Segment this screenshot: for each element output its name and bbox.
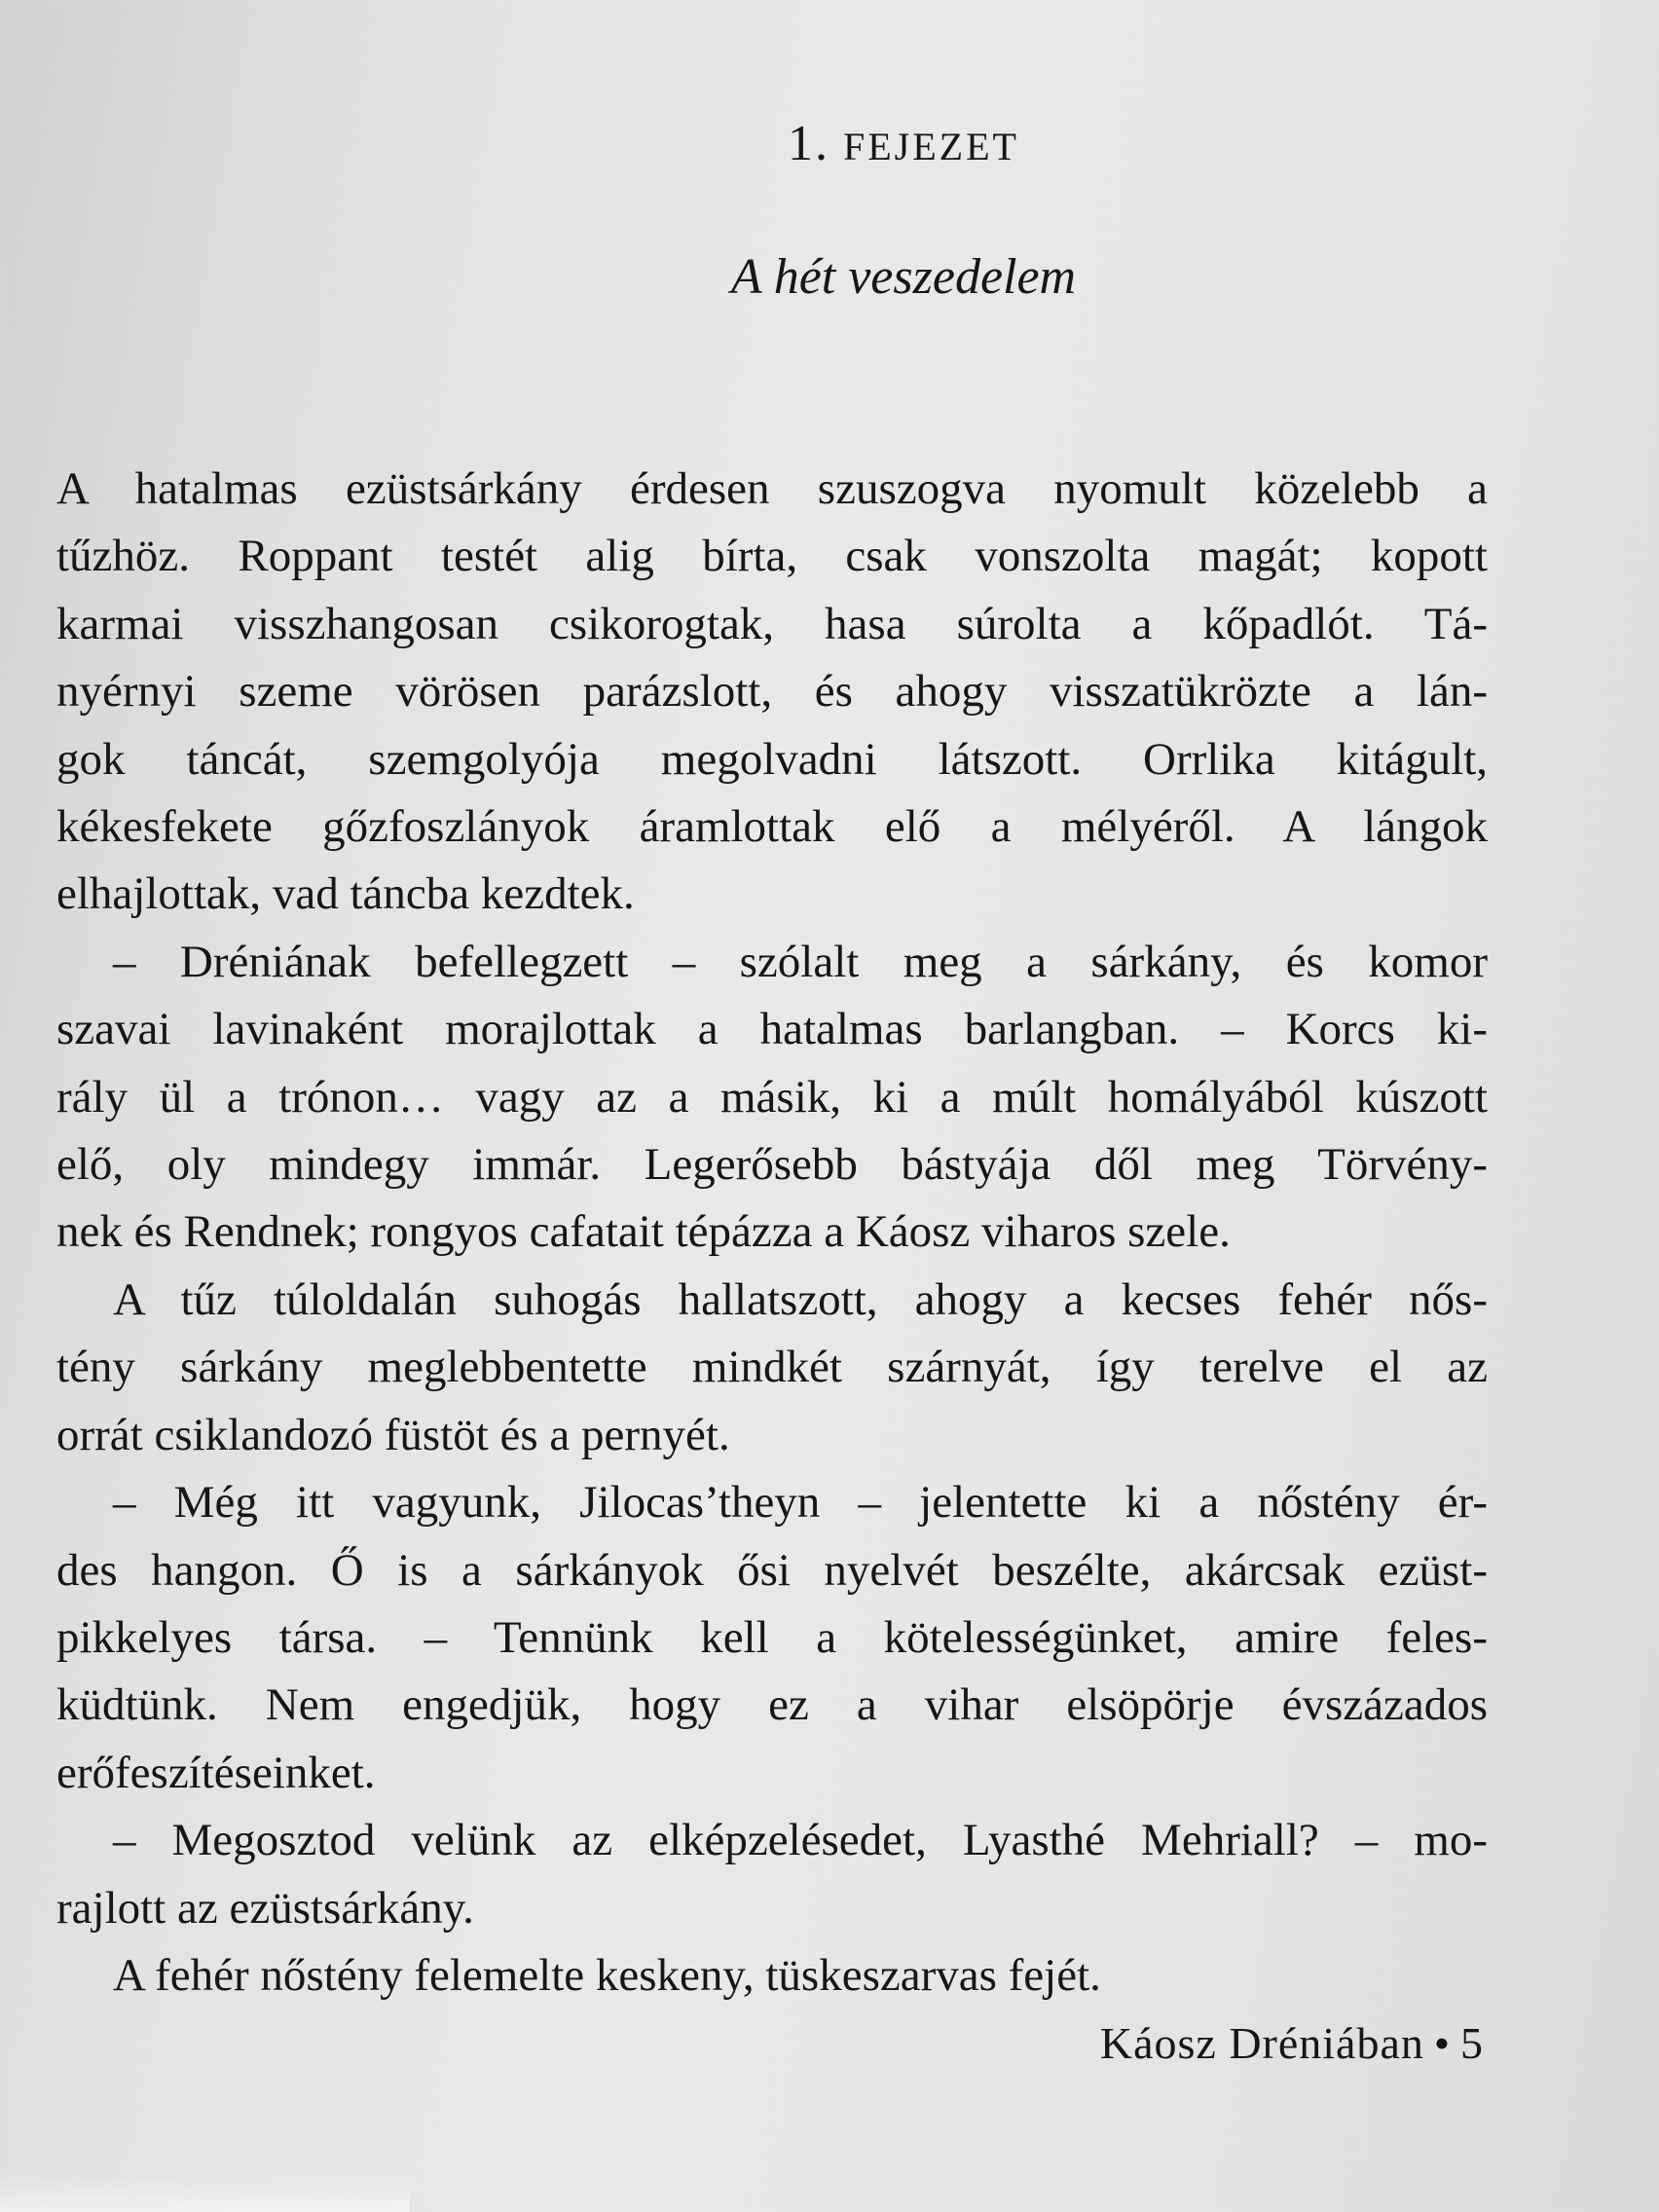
text-line: szavai lavinaként morajlottak a hatalmas barlangban. – Korcs ki- bbox=[56, 1004, 1488, 1055]
text-line: elhajlottak, vad táncba kezdtek. bbox=[56, 868, 635, 920]
chapter-number: 1. bbox=[788, 116, 830, 171]
text-line: tűzhöz. Roppant testét alig bírta, csak vonszolta magát; kopott bbox=[56, 531, 1488, 582]
chapter-heading bbox=[74, 115, 1659, 172]
page-footer bbox=[1100, 2017, 1484, 2069]
running-title: Káosz Dréniában bbox=[1099, 2018, 1424, 2068]
text-line: gok táncát, szemgolyója megolvadni látszott. Orrlika kitágult, bbox=[56, 733, 1488, 785]
text-line: rály ül a trónon… vagy az a másik, ki a múlt homályából kúszott bbox=[56, 1071, 1488, 1123]
text-line: A tűz túloldalán suhogás hallatszott, ahogy a kecses fehér nős- bbox=[113, 1273, 1488, 1325]
text-line: – Még itt vagyunk, Jilocas’theyn – jelentette ki a nőstény ér- bbox=[113, 1477, 1488, 1529]
chapter-title: A hét veszedelem bbox=[730, 249, 1077, 305]
text-line: orrát csiklandozó füstöt és a pernyét. bbox=[56, 1409, 730, 1460]
text-line: A fehér nőstény felemelte keskeny, tüskeszarvas fejét. bbox=[113, 1949, 1101, 2001]
watermark-strip bbox=[0, 2173, 409, 2212]
page-number: 5 bbox=[1460, 2018, 1484, 2068]
text-line: nyérnyi szeme vörösen parázslott, és ahogy visszatükrözte a lán- bbox=[56, 666, 1488, 718]
text-line: karmai visszhangosan csikorogtak, hasa súrolta a kőpadlót. Tá- bbox=[56, 598, 1488, 649]
footer-separator: • bbox=[1433, 2018, 1451, 2068]
body-text bbox=[56, 456, 1488, 2009]
text-line: nek és Rendnek; rongyos cafatait tépázza a Káosz viharos szele. bbox=[56, 1206, 1231, 1258]
text-line: kékesfekete gőzfoszlányok áramlottak elő a mélyéről. A lángok bbox=[56, 801, 1488, 853]
text-line: elő, oly mindegy immár. Legerősebb bástyája dől meg Törvény- bbox=[56, 1139, 1488, 1191]
text-line: erőfeszítéseinket. bbox=[56, 1747, 376, 1798]
text-line: – Dréniának befellegzett – szólalt meg a sárkány, és komor bbox=[113, 936, 1488, 987]
chapter-label: FEJEZET bbox=[843, 125, 1019, 168]
text-line: rajlott az ezüstsárkány. bbox=[56, 1882, 474, 1934]
text-line: küdtünk. Nem engedjük, hogy ez a vihar elsöpörje évszázados bbox=[56, 1679, 1488, 1731]
text-line: pikkelyes társa. – Tennünk kell a kötelességünket, amire feles- bbox=[56, 1611, 1488, 1663]
text-line: – Megosztod velünk az elképzelésedet, Lyasthé Mehriall? – mo- bbox=[113, 1815, 1488, 1866]
text-line: tény sárkány meglebbentette mindkét szárnyát, így terelve el az bbox=[56, 1342, 1488, 1393]
text-line: des hangon. Ő is a sárkányok ősi nyelvét beszélte, akárcsak ezüst- bbox=[56, 1544, 1488, 1596]
text-line: A hatalmas ezüstsárkány érdesen szuszogva nyomult közelebb a bbox=[56, 463, 1488, 514]
